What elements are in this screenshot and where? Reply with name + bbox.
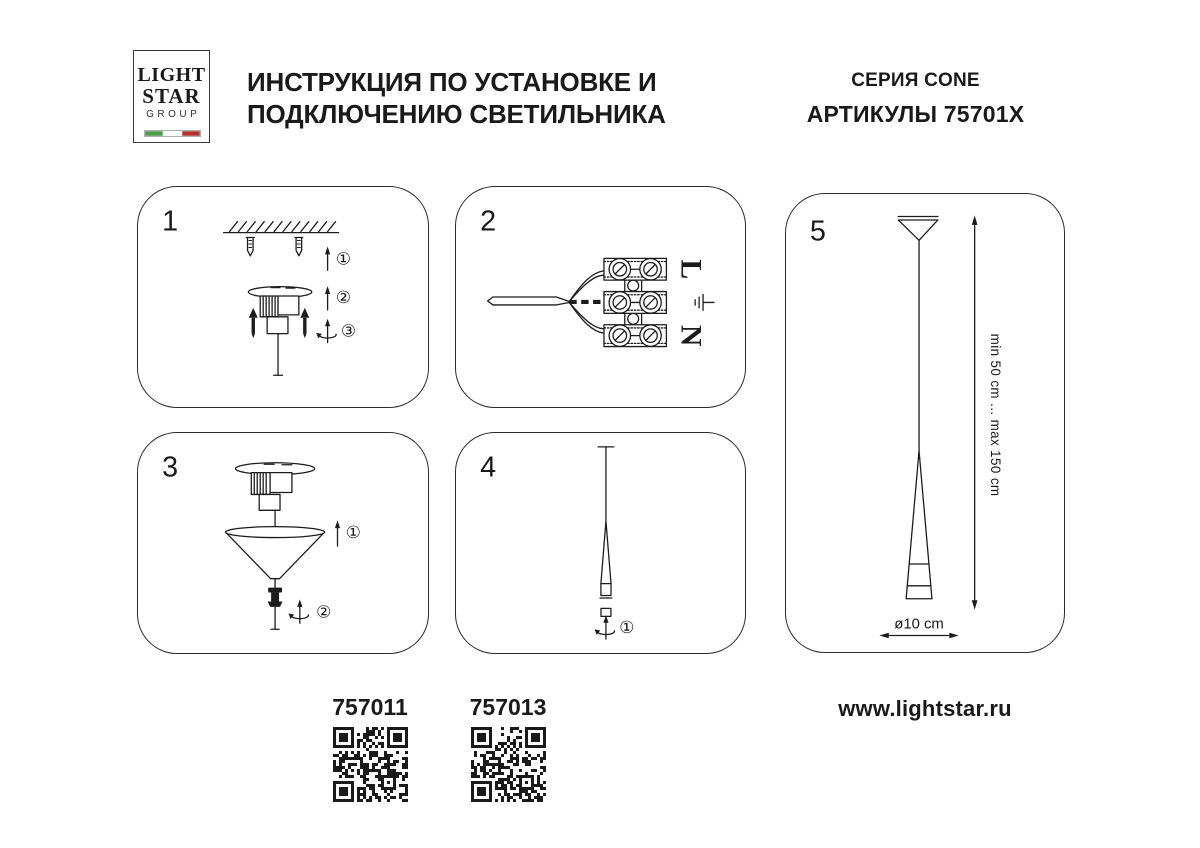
articles-label: АРТИКУЛЫ 75701X: [806, 101, 1025, 127]
cone-shade: [226, 527, 325, 579]
arrow-up-icon: [335, 520, 340, 546]
strip-hole: [628, 313, 639, 324]
logo-word-group: GROUP: [146, 109, 201, 120]
screw-icon: [300, 308, 309, 338]
wall-anchor-icon: [295, 238, 303, 256]
qr-code-article-1: [333, 727, 408, 802]
pendant-lamp: [898, 216, 938, 598]
wires: [569, 271, 604, 333]
diameter-label: ø10 cm: [894, 616, 944, 633]
rotate-arrow-icon: [316, 319, 336, 343]
height-range-label: min 50 cm ... max 150 cm: [988, 333, 1004, 497]
website-label: www.lightstar.ru: [838, 696, 1012, 721]
step4-number: 4: [480, 451, 497, 484]
logo-word-light: LIGHT: [137, 64, 206, 86]
step3-number: 3: [162, 451, 179, 484]
cord-grip: [268, 579, 283, 630]
qr-code-article-2: [471, 727, 546, 802]
logo-word-star: STAR: [142, 84, 201, 108]
terminal-block: [604, 292, 666, 314]
step1-number: 1: [162, 205, 179, 238]
earth-ground-icon: [695, 295, 714, 311]
step5-diagram: [786, 194, 1064, 652]
step1-panel: [137, 186, 429, 408]
lightstar-logo: [133, 50, 210, 143]
step4-diagram: [456, 433, 745, 653]
product-header: [758, 70, 1073, 128]
title-line-2: ПОДКЛЮЧЕНИЮ СВЕТИЛЬНИКА: [247, 99, 666, 129]
ceiling-mount: [235, 463, 314, 528]
step4-panel: [455, 432, 746, 654]
step3-panel: [137, 432, 429, 654]
step3-callout-2: ②: [316, 601, 332, 622]
step2-panel: [455, 186, 746, 408]
italy-flag-bar: [144, 124, 201, 131]
diameter-dimension-arrow: [879, 633, 958, 639]
step3-diagram: [138, 433, 428, 653]
terminal-block: [604, 258, 666, 280]
step1-callout-3: ③: [340, 320, 356, 341]
arrow-up-icon: [325, 246, 330, 270]
ceiling-hatch-icon: [224, 222, 339, 233]
arrow-up-icon: [325, 286, 330, 310]
mains-cable: [488, 297, 570, 305]
step4-callout-1: ①: [619, 617, 635, 638]
terminal-label-neutral: N: [674, 324, 707, 347]
strip-hole: [628, 280, 639, 291]
wall-anchor-icon: [246, 238, 254, 256]
title-line-1: ИНСТРУКЦИЯ ПО УСТАНОВКЕ И: [247, 67, 657, 97]
flag-red-segment: [182, 131, 200, 136]
article-number-1: 757011: [332, 694, 408, 720]
pendant-cone: [598, 447, 614, 616]
step5-panel: [785, 193, 1065, 653]
terminal-block: [604, 325, 666, 347]
step5-number: 5: [809, 215, 826, 248]
ceiling-mount: [248, 287, 311, 376]
article-number-2: 757013: [469, 694, 547, 720]
flag-green-segment: [145, 131, 163, 136]
series-label: СЕРИЯ CONE: [851, 70, 980, 91]
step1-callout-1: ①: [335, 248, 351, 269]
page-title: [247, 66, 677, 130]
step3-callout-1: ①: [345, 522, 361, 543]
terminal-label-line: L: [674, 259, 707, 280]
screw-icon: [249, 308, 258, 338]
rotate-arrow-icon: [288, 599, 308, 623]
step2-number: 2: [480, 205, 497, 238]
step2-diagram: [456, 187, 745, 407]
rotate-arrow-icon: [595, 615, 615, 639]
height-dimension-arrow: [972, 215, 978, 609]
step1-diagram: [138, 187, 428, 407]
step1-callout-2: ②: [335, 286, 351, 307]
